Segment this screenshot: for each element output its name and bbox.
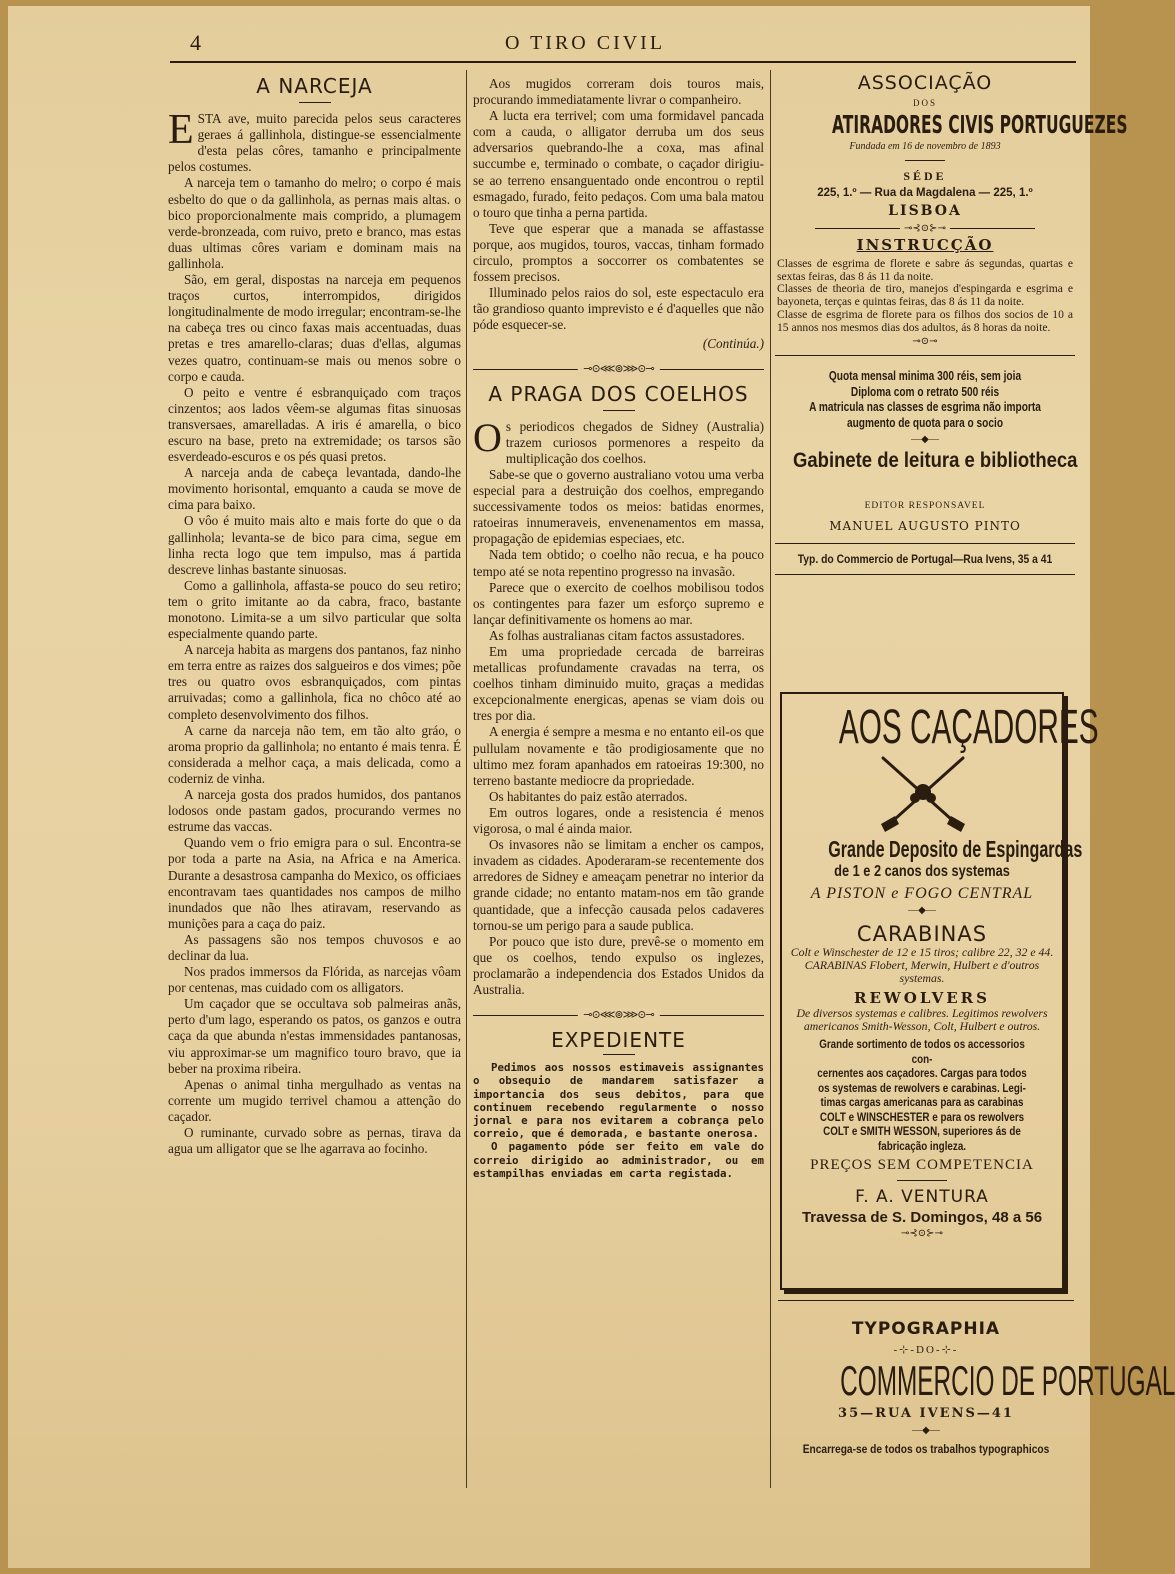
paragraph: Em outros logares, onde a resistencia é menos vigorosa, o mal é ainda maior.	[473, 804, 764, 837]
ad-title: AOS CAÇADORES	[838, 701, 1099, 754]
notice-paragraph: O pagamento póde ser feito em vale do correio dirigido ao administrador, ou em estampilhas enviadas em carta registada.	[473, 1140, 764, 1180]
diamond-ornament: —◆—	[911, 434, 939, 446]
lead-word: STA	[197, 111, 222, 127]
carabinas-text: Colt e Winschester de 12 e 15 tiros; calibre 22, 32 e 44. CARABINAS Flobert, Merwin, Hulbert e d'outros systemas.	[790, 945, 1054, 985]
paragraph: O ruminante, curvado sobre as pernas, tirava da agua um alligator que se lhe agarrava ao focinho.	[168, 1125, 461, 1157]
paragraph: Um caçador que se occultava sob palmeiras anãs, perto d'um lago, esperando os patos, os ganzos e outra caça da que abunda n'estas immensidades pantanosas, viu approximar-se um magnifico touro bravo, que ia beber na proxima ribeira.	[168, 996, 461, 1076]
crossed-rifles-icon	[788, 754, 1056, 834]
typographia-tagline: Encarrega-se de todos os trabalhos typographicos	[802, 1442, 1050, 1456]
ad-text-line: COLT e WINSCHESTER e para os rewolvers	[819, 1109, 1025, 1124]
diamond-ornament: —◆—	[908, 905, 936, 916]
column-praga	[473, 76, 764, 1180]
diamond-ornament: —◆—	[912, 1425, 940, 1436]
sede-label: SÉDE	[903, 169, 947, 183]
paragraph: A lucta era terrivel; com uma formidavel pancada com a cauda, o alligator derruba um dos seus adversarios quebrando-lhe a coxa, mas afinal succumbe e, terminado o combate, o caçador dirigiu-se ao terreno ensanguentado onde encontrou o reptil esmagado, furado, feito pedaços. Com uma bala matou o touro que tinha a perna partida.	[473, 108, 764, 220]
ornament: ⊸⊰⊙⊱⊸	[904, 223, 946, 234]
ad-line: de 1 e 2 canos dos systemas	[834, 863, 1010, 880]
section-rule	[775, 355, 1075, 356]
page-number: 4	[190, 30, 201, 55]
paragraph: Apenas o animal tinha mergulhado as ventas na corrente um mugido terrivel chamou a attenção do caçador.	[168, 1076, 461, 1124]
rewolvers-text: De diversos systemas e calibres. Legitimos rewolvers americanos Smith-Wesson, Colt, Hulbert e outros.	[796, 1006, 1048, 1033]
paragraph: Teve que esperar que a manada se affastasse porque, aos mugidos, touros, vaccas, tinham formado circulo, promptos a soccorrer os combatentes se fossem precisos.	[473, 220, 764, 285]
hunters-advertisement	[780, 692, 1099, 1290]
prices-line: PREÇOS SEM COMPETENCIA	[810, 1157, 1034, 1173]
class-schedule: Classes de theoria de tiro, manejos d'espingarda e esgrima e bayoneta, terças e quintas feiras, das 8 ás 11 da noite.	[777, 282, 1073, 309]
paragraph: Aos mugidos correram dois touros mais, procurando immediatamente livrar o companheiro.	[473, 76, 764, 108]
paragraph: Illuminado pelos raios do sol, este espectaculo era tão grandioso quanto imprevisto e é d'aquelles que não póde esquecer-se.	[473, 285, 764, 333]
ad-text-line: timas cargas americanas para as carabinas	[820, 1095, 1024, 1109]
paragraph: As passagens são nos tempos chuvosos e ao declinar da lua.	[168, 931, 461, 963]
paragraph: Os invasores não se limitam a encher os campos, invadem as cidades. Apoderaram-se recentemente dos arredores de Sidney e ameaçam penetrar no interior da grande cidade; no entanto matam-nos em tão grande quantidade, que a infecção causada pelos cadaveres tornou-se um perigo para a saude publica.	[473, 837, 764, 933]
quota-info	[808, 368, 1042, 430]
paragraph: As folhas australianas citam factos assustadores.	[489, 627, 745, 643]
paragraph-text: ave, muito parecida pelos seus caracteres geraes á gallinhola, distingue-se essencialmente d'esta pelas côres, tamanho e principalmente pelos costumes.	[168, 111, 461, 175]
small-ornament: ⊸⊙⊸	[912, 336, 938, 348]
paragraph: A narceja gosta dos prados humidos, dos pantanos lodosos onde pastam gados, procurando vermes no estrume das vaccas.	[168, 787, 461, 835]
association-block	[775, 72, 1128, 575]
title-rule	[603, 1054, 635, 1055]
ad-text-line: COLT e SMITH WESSON, superiores ás de	[823, 1124, 1021, 1138]
drop-cap: O	[473, 414, 502, 460]
typographia-advertisement	[778, 1300, 1175, 1456]
article-title: A PRAGA DOS COELHOS	[488, 381, 749, 406]
paragraph: São, em geral, dispostas na narceja em pequenos traços curtos, interrompidos, dirigidos longitudinalmente de modo irregular; encontram-se-lhe na cabeça tres ou cinco faxas mais accentuadas, duas pretas e tres amarello-claras; duas d'ellas, algumas vezes quatro, continuam-se mais ou menos sobre o corpo e cauda.	[168, 272, 461, 384]
typographia-do: -⊹-DO-⊹-	[893, 1344, 959, 1356]
notice-paragraph: Pedimos aos nossos estimaveis assignantes o obsequio de mandarem satisfazer a importancia dos seus debitos, para que continuem recebendo regularmente o nosso jornal e para nos evitarem a cobrança pelo correio, que é demorada, e bastante onerosa.	[473, 1061, 764, 1141]
paragraph: Nos prados immersos da Flórida, as narcejas vôam por centenas, mas cuidado com os alligators.	[168, 964, 461, 996]
ornament: ⊸⊙⋘⊚⋙⊙⊸	[577, 1008, 659, 1022]
ornament-rule	[473, 1008, 764, 1022]
section-title: EXPEDIENTE	[551, 1028, 686, 1053]
seller-name: F. A. VENTURA	[855, 1187, 989, 1207]
instruction-title: INSTRUCÇÃO	[856, 236, 994, 254]
printer-line: Typ. do Commercio de Portugal—Rua Ivens, 35 a 41	[797, 552, 1053, 567]
paragraph: A narceja anda de cabeça levantada, dando-lhe movimento horisontal, emquanto a cauda se move de cima para baixo.	[168, 465, 461, 513]
ad-text-line: cernentes aos caçadores. Cargas para todos	[817, 1066, 1027, 1080]
ad-text-line: os systemas de rewolvers e carabinas. Legi-	[818, 1080, 1026, 1095]
section-rule	[778, 1300, 1074, 1301]
newspaper-title: O TIRO CIVIL	[505, 32, 666, 54]
page-header	[190, 30, 1078, 60]
header-rule	[170, 61, 1076, 63]
expediente-notice	[473, 1061, 764, 1180]
continua-note: (Continúa.)	[702, 335, 764, 351]
ad-text-line: fabricação ingleza.	[877, 1138, 967, 1153]
class-schedule: Classe de esgrima de florete para os filhos dos socios de 10 a 15 annos nos mesmos dias dos adultos, ás 8 horas da noite.	[777, 307, 1073, 334]
paragraph: Nada tem obtido; o coelho não recua, e ha pouco tempo até se nota repentino progresso na invasão.	[473, 547, 764, 579]
founded-date: Fundada em 16 de novembro de 1893	[849, 141, 1001, 152]
typographia-title: TYPOGRAPHIA	[851, 1319, 1001, 1339]
quota-line: augmento de quota para o socio	[846, 414, 1004, 430]
first-paragraph	[473, 414, 764, 467]
article-title: A NARCEJA	[256, 74, 373, 98]
ad-text-line: Grande sortimento de todos os accessorios con-	[819, 1037, 1025, 1066]
paragraph: Quando vem o frio emigra para o sul. Encontra-se por toda a parte na Asia, na Africa e na America. Durante a desastrosa campanha do Mexico, os officiaes encontravam taes quantidades nos campos de milho inundados que não lhes atiravam, reservando as munições para a caça do paiz.	[168, 835, 461, 931]
paragraph: A energia é sempre a mesma e no entanto eil-os que pullulam novamente e tão prodigiosamente que no ultimo mez foram apanhados em ratoeiras 19:300, no terreno bastante mediocre da propriedade.	[473, 724, 764, 788]
typographia-name: COMMERCIO DE PORTUGAL	[840, 1357, 1175, 1404]
ad-line: Grande Deposito de Espingardas	[828, 836, 1083, 862]
column-narceja	[168, 74, 461, 1157]
typographia-address: 35—RUA IVENS—41	[838, 1406, 1014, 1421]
association-label: ASSOCIAÇÃO	[857, 72, 993, 94]
paragraph: A carne da narceja não tem, em tão alto gráo, o aroma proprio da gallinhola; no entanto é mais tenra. É considerada a melhor caça, a mais delicada, como a coderniz de vinha.	[168, 722, 461, 786]
seller-address: Travessa de S. Domingos, 48 a 56	[801, 1209, 1043, 1226]
library-heading: Gabinete de leitura e bibliotheca	[793, 449, 1078, 473]
paragraph: A narceja tem o tamanho do melro; o corpo é mais esbelto do que o da gallinhola, as pernas mais altas. o bico proporcionalmente mais comprido, a plumagem verde-bronzeada, com ruivo, preto e branco, mas estas duas ultimas côres variam e dominam mais na gallinhola.	[168, 175, 461, 271]
paragraph: Sabe-se que o governo australiano votou uma verba especial para a destruição dos coelhos, empregando successivamente todos os meios: batidas enormes, ratoeiras innumeraveis, envenenamentos em massa, propagação de epidemias especiaes, etc.	[473, 466, 764, 547]
paragraph-text: s periodicos chegados de Sidney (Australia) trazem curiosos pormenores a respeito da multiplicação dos coelhos.	[505, 418, 764, 466]
accessories-text	[812, 1037, 1032, 1153]
drop-cap: E	[168, 107, 194, 154]
quota-line: A matricula nas classes de esgrima não importa	[809, 399, 1041, 415]
paragraph: Por pouco que isto dure, prevê-se o momento em que os coelhos, tendo expulso os inglezes, proclamarão a independencia dos Estados Unidos da Australia.	[473, 933, 764, 997]
title-rule	[299, 102, 331, 103]
divider	[905, 160, 945, 161]
association-dos: DOS	[912, 98, 937, 108]
ornament-rule	[473, 362, 764, 376]
association-title: ATIRADORES CIVIS PORTUGUEZES	[832, 110, 1128, 139]
section-rule	[775, 574, 1075, 575]
first-paragraph	[168, 107, 461, 175]
ornament-rule	[815, 223, 1035, 234]
ad-line: A PISTON e FOGO CENTRAL	[810, 885, 1034, 902]
divider	[897, 1180, 947, 1181]
ornament: ⊸⊰⊙⊱⊸	[901, 1228, 943, 1239]
carabinas-heading: CARABINAS	[856, 922, 988, 946]
section-rule	[775, 543, 1075, 544]
classes-list	[777, 258, 1073, 334]
quota-line: Diploma com o retrato 500 réis	[850, 383, 1000, 399]
paragraph: Em uma propriedade cercada de barreiras metallicas profundamente cravadas na terra, os coelhos tinham diminuido muito, graças a medidas excepcionalmente energicas, apenas se viam dois ou tres por dia.	[473, 644, 764, 724]
editor-label: EDITOR RESPONSAVEL	[864, 501, 986, 512]
paragraph: Parece que o exercito de coelhos mobilisou todos os contingentes para fazer um esforço supremo e lançar definitivamente os homens ao mar.	[473, 579, 764, 627]
paragraph: A narceja habita as margens dos pantanos, faz ninho em terra entre as raizes dos salgueiros e dos vimes; põe tres ou quatro ovos esbranquiçados, com pintas arruivadas; como a gallinhola, fica no chôco até ao completo desenvolvimento dos filhos.	[168, 642, 461, 722]
city-label: LISBOA	[888, 203, 962, 219]
paragraph: O vôo é muito mais alto e mais forte do que o da gallinhola; levanta-se de bico para cima, segue em linha recta logo que tem impulso, mas á partida descreve linhas bastante sinuosas.	[168, 513, 461, 577]
paragraph: O peito e ventre é esbranquiçado com traços cinzentos; aos lados vêem-se algumas fitas sinuosas transversaes, amarelladas. A iris é amarella, o bico escuro na base, preto na extremidade; os tarsos são esverdeado-escuros e os pés quasi pretos.	[168, 384, 461, 465]
column-divider	[466, 70, 467, 1488]
paragraph: Os habitantes do paiz estão aterrados.	[489, 788, 688, 804]
sede-address: 225, 1.º — Rua da Magdalena — 225, 1.º	[817, 187, 1033, 199]
rewolvers-heading: REWOLVERS	[854, 989, 990, 1007]
class-schedule: Classes de esgrima de florete e sabre ás segundas, quartas e sextas feiras, das 8 ás 11 da noite.	[777, 257, 1073, 283]
paragraph: Como a gallinhola, affasta-se pouco do seu retiro; tem o grito imitante ao da cabra, fraco, bastante monotono. Limita-se a um silvo particular que solta especialmente quando parte.	[168, 577, 461, 642]
title-rule	[603, 410, 635, 411]
quota-line: Quota mensal minima 300 réis, sem joia	[828, 368, 1022, 384]
ornament: ⊸⊙⋘⊚⋙⊙⊸	[577, 362, 659, 376]
column-divider	[770, 70, 771, 1488]
editor-name: MANUEL AUGUSTO PINTO	[829, 519, 1021, 534]
